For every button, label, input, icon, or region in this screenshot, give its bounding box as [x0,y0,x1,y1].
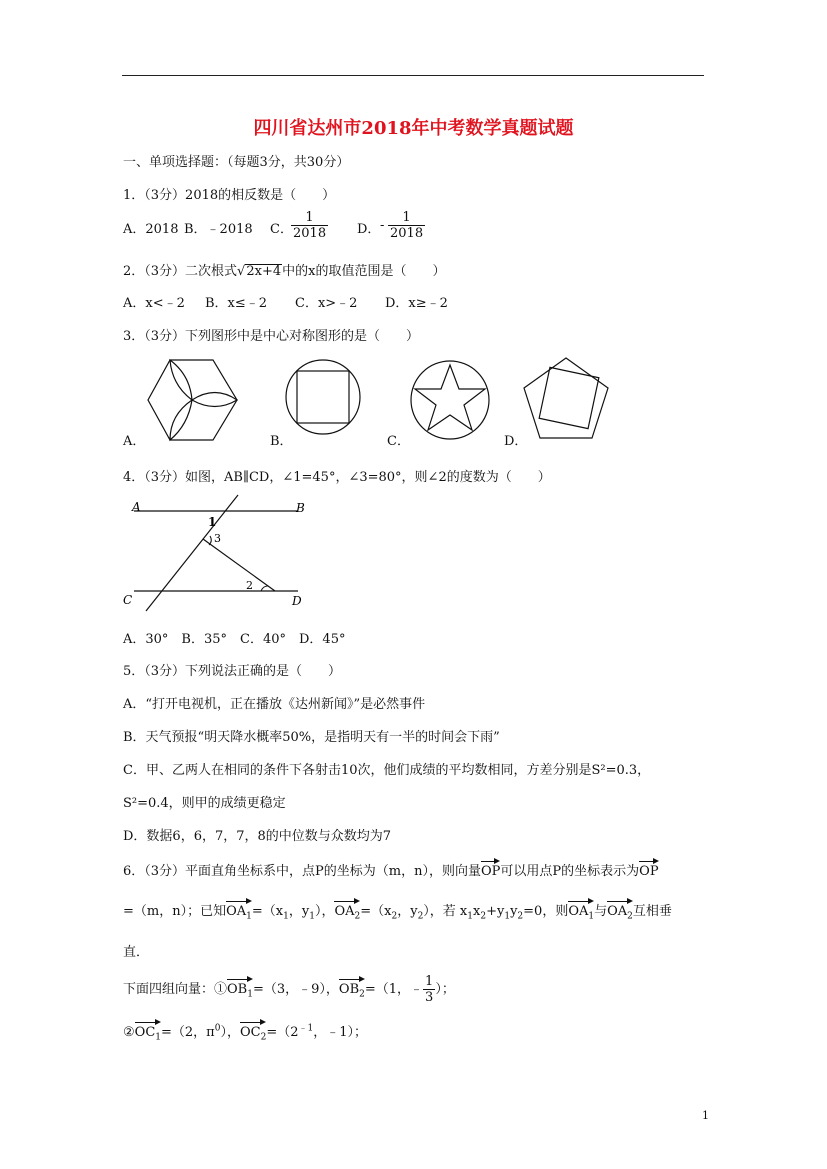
vector-subscript: 2 [354,911,361,922]
q3-figure-c-circle-star [410,358,495,443]
subscript: 2 [480,911,487,922]
fraction-denominator: 2018 [390,226,424,241]
subscript: 1 [309,911,315,922]
point-b-label: B [296,501,305,515]
q2-radicand: 2x+4 [246,264,282,279]
page-number: 1 [702,1109,709,1122]
q6-text: =（3，﹣9）， [252,982,339,997]
vector-oa1 [226,898,252,922]
sqrt-symbol: √ [237,264,246,279]
subscript: 2 [391,911,398,922]
fraction-numerator: 1 [305,210,314,225]
vector-subscript: 2 [627,911,633,922]
q6-text: y [510,904,518,919]
q6-line3: 直． [123,945,150,960]
q6-text: +y [486,904,505,919]
q6-text: =（2 [266,1025,299,1040]
q6-text: ）， [220,1025,240,1040]
vector-subscript: 2 [359,989,365,1000]
q6-text: x [473,904,481,919]
vector-oa1 [568,898,594,922]
vector-letters: OA [607,904,628,919]
q6-line5 [123,1019,367,1043]
q5-option-c-line2: S²=0.4，则甲的成绩更稳定 [123,796,286,811]
q6-text: 与 [594,904,608,919]
vector-subscript: 1 [155,1032,161,1043]
q6-text: ② [123,1025,135,1040]
q6-text: 下面四组向量：① [123,982,228,997]
q3-label-c: C． [387,434,410,449]
fraction-numerator: 1 [402,210,411,225]
angle-1-label: 1 [208,515,217,529]
q2-stem-post: 中的x的取值范围是（ ） [282,264,446,279]
q6-line2 [123,898,672,922]
q2-stem [123,260,445,279]
q2-option-d: D．x≥﹣2 [385,296,448,311]
vector-subscript: 2 [260,1032,267,1043]
q3-figure-d-pentagon-square [522,354,612,442]
vector-op: OP [639,858,658,879]
angle-2-label: 2 [246,579,253,592]
q3-figure-a-hexagon-petals [140,355,250,445]
vector-op: OP [481,858,500,879]
vector-letters: OC [134,1025,156,1040]
superscript: ﹣1 [298,1023,314,1034]
section-heading: 一、单项选择题：（每题3分，共30分） [123,155,350,170]
q6-text: ）， [314,904,335,919]
q1-option-d-label: D． [357,222,381,237]
q4-options: A．30° B．35° C．40° D．45° [123,632,346,647]
subscript: 1 [467,911,473,922]
q6-text: =（1，﹣ [364,982,424,997]
vector-oc2 [240,1019,266,1043]
q6-text: ）； [435,982,455,997]
superscript: 0 [214,1023,221,1034]
q6-text: =（2，π [161,1025,215,1040]
q3-figure-b-circle-square [285,355,365,440]
q6-text: ，﹣1）； [313,1025,367,1040]
q6-line1 [123,858,659,879]
q6-text: =（x [360,904,392,919]
page-title: 四川省达州市2018年中考数学真题试题 [253,118,574,139]
subscript: 2 [517,911,524,922]
subscript: 2 [417,911,424,922]
vector-ob1 [227,976,253,1000]
point-a-label: A [132,500,141,514]
q6-line1-mid: 可以用点P的坐标表示为 [500,864,640,879]
q6-text: ，y [397,904,418,919]
vector-letters: OA [226,904,247,919]
q6-text: =（x [251,904,284,919]
vector-letters: OB [338,982,360,997]
q6-line4 [123,974,455,1005]
q1-option-c-fraction [291,210,328,241]
q6-text: =（m，n）；已知 [123,904,227,919]
q6-text: =0，则 [523,904,569,919]
fraction-one-third [423,974,435,1005]
q1-option-d-sign: - [380,218,385,233]
fraction-numerator: 1 [425,974,434,989]
angle-3-label: 3 [214,532,221,545]
point-d-label: D [292,594,302,608]
vector-letters: OA [334,904,355,919]
subscript: 1 [504,911,511,922]
q2-option-c: C．x>﹣2 [295,296,358,311]
q2-stem-pre: 2．（3分）二次根式 [123,264,238,279]
q6-text: ，y [288,904,310,919]
q1-option-c-label: C． [270,222,293,237]
vector-oc1 [135,1019,161,1043]
vector-ob2 [339,976,365,1000]
q4-stem: 4．（3分）如图，AB∥CD，∠1=45°，∠3=80°，则∠2的度数为（ ） [123,470,551,485]
vector-letters: OB [227,982,248,997]
subscript: 1 [283,911,289,922]
q6-text: ），若 x [423,904,468,919]
q3-stem: 3．（3分）下列图形中是中心对称图形的是（ ） [123,329,420,344]
q5-option-a: A．“打开电视机，正在播放《达州新闻》”是必然事件 [123,697,426,712]
vector-subscript: 1 [246,911,252,922]
q2-option-a: A．x<﹣2 [123,296,185,311]
vector-oa2 [334,898,360,922]
q5-option-b: B．天气预报“明天降水概率50%，是指明天有一半的时间会下雨” [123,730,500,745]
point-c-label: C [123,593,133,607]
header-rule [122,75,704,76]
vector-letters: OC [239,1025,261,1040]
fraction-denominator: 2018 [293,226,327,241]
q6-text: 互相垂 [632,904,672,919]
q2-option-b: B．x≤﹣2 [205,296,268,311]
q3-label-b: B． [270,434,293,449]
vector-oa2 [607,898,633,922]
q4-figure-parallel-lines [118,493,318,615]
q1-option-d-fraction [388,210,425,241]
fraction-denominator: 3 [425,990,434,1005]
q5-option-d: D．数据6，6，7，7，8的中位数与众数均为7 [123,829,392,844]
vector-subscript: 1 [588,911,595,922]
q3-label-d: D． [504,434,528,449]
q5-stem: 5．（3分）下列说法正确的是（ ） [123,664,342,679]
q6-line1-pre: 6．（3分）平面直角坐标系中，点P的坐标为（m，n），则向量 [123,864,481,879]
q3-label-a: A． [123,434,146,449]
vector-subscript: 1 [247,989,253,1000]
vector-letters: OA [568,904,589,919]
q1-option-b: B．﹣2018 [184,222,253,237]
q1-option-a: A．2018 [123,222,179,237]
q5-option-c-line1: C．甲、乙两人在相同的条件下各射击10次，他们成绩的平均数相同，方差分别是S²=0.3， [123,763,651,778]
q1-stem: 1．（3分）2018的相反数是（ ） [123,188,336,203]
